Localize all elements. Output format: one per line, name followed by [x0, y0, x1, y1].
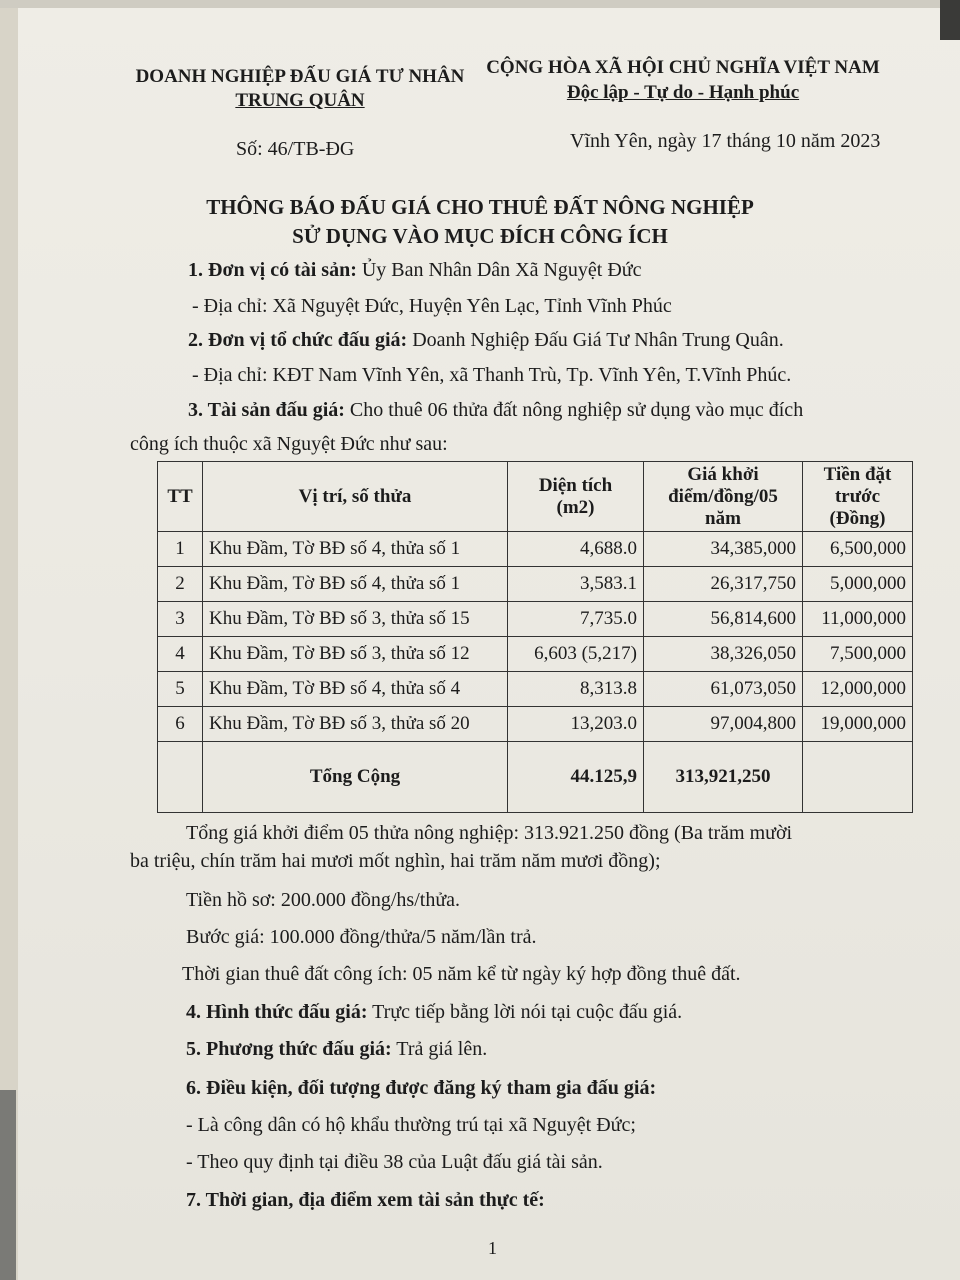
col-header-area [508, 462, 644, 532]
table-row [158, 637, 913, 672]
notice-title-line2: SỬ DỤNG VÀO MỤC ĐÍCH CÔNG ÍCH [292, 224, 668, 248]
table-row [158, 532, 913, 567]
cell-tt: 4 [158, 637, 203, 672]
cell-price: 34,385,000 [644, 532, 803, 567]
col-header-deposit-l1: Tiền đặt [823, 463, 892, 485]
table-row [158, 602, 913, 637]
cell-deposit: 12,000,000 [803, 672, 913, 707]
table-row [158, 567, 913, 602]
cell-location: Khu Đầm, Tờ BĐ số 3, thửa số 15 [203, 602, 508, 637]
cell-deposit: 11,000,000 [803, 602, 913, 637]
section-6-item: - Là công dân có hộ khẩu thường trú tại xã Nguyệt Đức; [186, 1114, 636, 1136]
cell-area: 7,735.0 [508, 602, 644, 637]
total-price-text: Tổng giá khởi điểm 05 thửa nông nghiệp: 313.921.250 đồng (Ba trăm mười [186, 822, 793, 844]
cell-tt: 5 [158, 672, 203, 707]
cell-tt: 3 [158, 602, 203, 637]
cell-deposit: 19,000,000 [803, 707, 913, 742]
cell-deposit: 6,500,000 [803, 532, 913, 567]
section-4-value: Trực tiếp bằng lời nói tại cuộc đấu giá. [367, 1001, 683, 1023]
place-date: Vĩnh Yên, ngày 17 tháng 10 năm 2023 [570, 130, 881, 152]
cell-tt: 2 [158, 567, 203, 602]
cell-area: 6,603 (5,217) [508, 637, 644, 672]
cell-tt-empty [158, 742, 203, 813]
organization-name-line2: TRUNG QUÂN [235, 90, 365, 111]
total-price-text-line2: ba triệu, chín trăm hai mươi mốt nghìn, hai trăm năm mươi đồng); [130, 850, 661, 872]
cell-price: 61,073,050 [644, 672, 803, 707]
page-number: 1 [488, 1238, 497, 1258]
col-header-area-l1: Diện tích [538, 474, 613, 496]
cell-price: 38,326,050 [644, 637, 803, 672]
national-title: CỘNG HÒA XÃ HỘI CHỦ NGHĨA VIỆT NAM [486, 57, 880, 78]
col-header-area-l2: (m2) [556, 496, 595, 518]
table-total-row [158, 742, 913, 813]
col-header-price-l3: năm [705, 507, 741, 529]
section-6-item: - Theo quy định tại điều 38 của Luật đấu giá tài sản. [186, 1151, 603, 1173]
total-label: Tổng Cộng [203, 742, 508, 813]
background-corner [940, 0, 960, 40]
section-7-label: 7. Thời gian, địa điểm xem tài sản thực tế: [186, 1189, 545, 1211]
section-3-value: Cho thuê 06 thửa đất nông nghiệp sử dụng vào mục đích [344, 399, 804, 421]
bid-step: Bước giá: 100.000 đồng/thửa/5 năm/lần trả. [186, 926, 537, 948]
cell-deposit: 5,000,000 [803, 567, 913, 602]
dossier-fee: Tiền hồ sơ: 200.000 đồng/hs/thửa. [186, 889, 461, 911]
col-header-tt: TT [158, 462, 203, 532]
table-header-row [158, 462, 913, 532]
total-deposit-empty [803, 742, 913, 813]
asset-table [157, 461, 913, 813]
cell-tt: 1 [158, 532, 203, 567]
col-header-deposit-l3: (Đồng) [829, 507, 886, 529]
table-row [158, 707, 913, 742]
section-2-label: 2. Đơn vị tổ chức đấu giá: [188, 329, 408, 351]
section-2-value: Doanh Nghiệp Đấu Giá Tư Nhân Trung Quân. [407, 329, 784, 351]
section-2 [188, 329, 784, 352]
col-header-price [644, 462, 803, 532]
section-1 [188, 259, 642, 282]
col-header-price-l2: điểm/đồng/05 [668, 485, 778, 507]
background-edge [0, 0, 960, 8]
section-3-continuation: công ích thuộc xã Nguyệt Đức như sau: [130, 433, 448, 455]
section-4 [186, 1001, 682, 1024]
col-header-price-l1: Giá khởi [687, 463, 759, 485]
col-header-deposit [803, 462, 913, 532]
cell-area: 13,203.0 [508, 707, 644, 742]
background-edge-left [0, 1090, 16, 1280]
cell-price: 97,004,800 [644, 707, 803, 742]
section-4-label: 4. Hình thức đấu giá: [186, 1001, 368, 1023]
section-3-label: 3. Tài sản đấu giá: [188, 399, 345, 421]
document-number: Số: 46/TB-ĐG [236, 138, 355, 160]
col-header-location: Vị trí, số thửa [203, 462, 508, 532]
notice-title: THÔNG BÁO ĐẤU GIÁ CHO THUÊ ĐẤT NÔNG NGHIỆP [206, 195, 754, 219]
cell-location: Khu Đầm, Tờ BĐ số 4, thửa số 4 [203, 672, 508, 707]
lease-term: Thời gian thuê đất công ích: 05 năm kể từ ngày ký hợp đồng thuê đất. [182, 963, 741, 985]
cell-location: Khu Đầm, Tờ BĐ số 4, thửa số 1 [203, 567, 508, 602]
cell-area: 4,688.0 [508, 532, 644, 567]
cell-deposit: 7,500,000 [803, 637, 913, 672]
total-price: 313,921,250 [644, 742, 803, 813]
cell-area: 3,583.1 [508, 567, 644, 602]
section-2-address: - Địa chỉ: KĐT Nam Vĩnh Yên, xã Thanh Trù, Tp. Vĩnh Yên, T.Vĩnh Phúc. [192, 364, 792, 386]
total-area: 44.125,9 [508, 742, 644, 813]
section-1-address: - Địa chỉ: Xã Nguyệt Đức, Huyện Yên Lạc, Tỉnh Vĩnh Phúc [192, 295, 672, 317]
national-motto: Độc lập - Tự do - Hạnh phúc [566, 82, 800, 103]
col-header-deposit-l2: trước [834, 485, 881, 507]
cell-price: 56,814,600 [644, 602, 803, 637]
cell-location: Khu Đầm, Tờ BĐ số 3, thửa số 12 [203, 637, 508, 672]
cell-location: Khu Đầm, Tờ BĐ số 3, thửa số 20 [203, 707, 508, 742]
section-5 [186, 1038, 487, 1061]
section-6-label: 6. Điều kiện, đối tượng được đăng ký tham gia đấu giá: [186, 1077, 657, 1099]
section-1-label: 1. Đơn vị có tài sản: [188, 259, 357, 281]
section-5-value: Trả giá lên. [391, 1038, 488, 1060]
organization-name: DOANH NGHIỆP ĐẤU GIÁ TƯ NHÂN [135, 66, 465, 87]
cell-area: 8,313.8 [508, 672, 644, 707]
section-1-value: Ủy Ban Nhân Dân Xã Nguyệt Đức [356, 259, 642, 281]
cell-location: Khu Đầm, Tờ BĐ số 4, thửa số 1 [203, 532, 508, 567]
cell-price: 26,317,750 [644, 567, 803, 602]
cell-tt: 6 [158, 707, 203, 742]
section-3 [188, 399, 803, 422]
section-5-label: 5. Phương thức đấu giá: [186, 1038, 392, 1060]
table-row [158, 672, 913, 707]
